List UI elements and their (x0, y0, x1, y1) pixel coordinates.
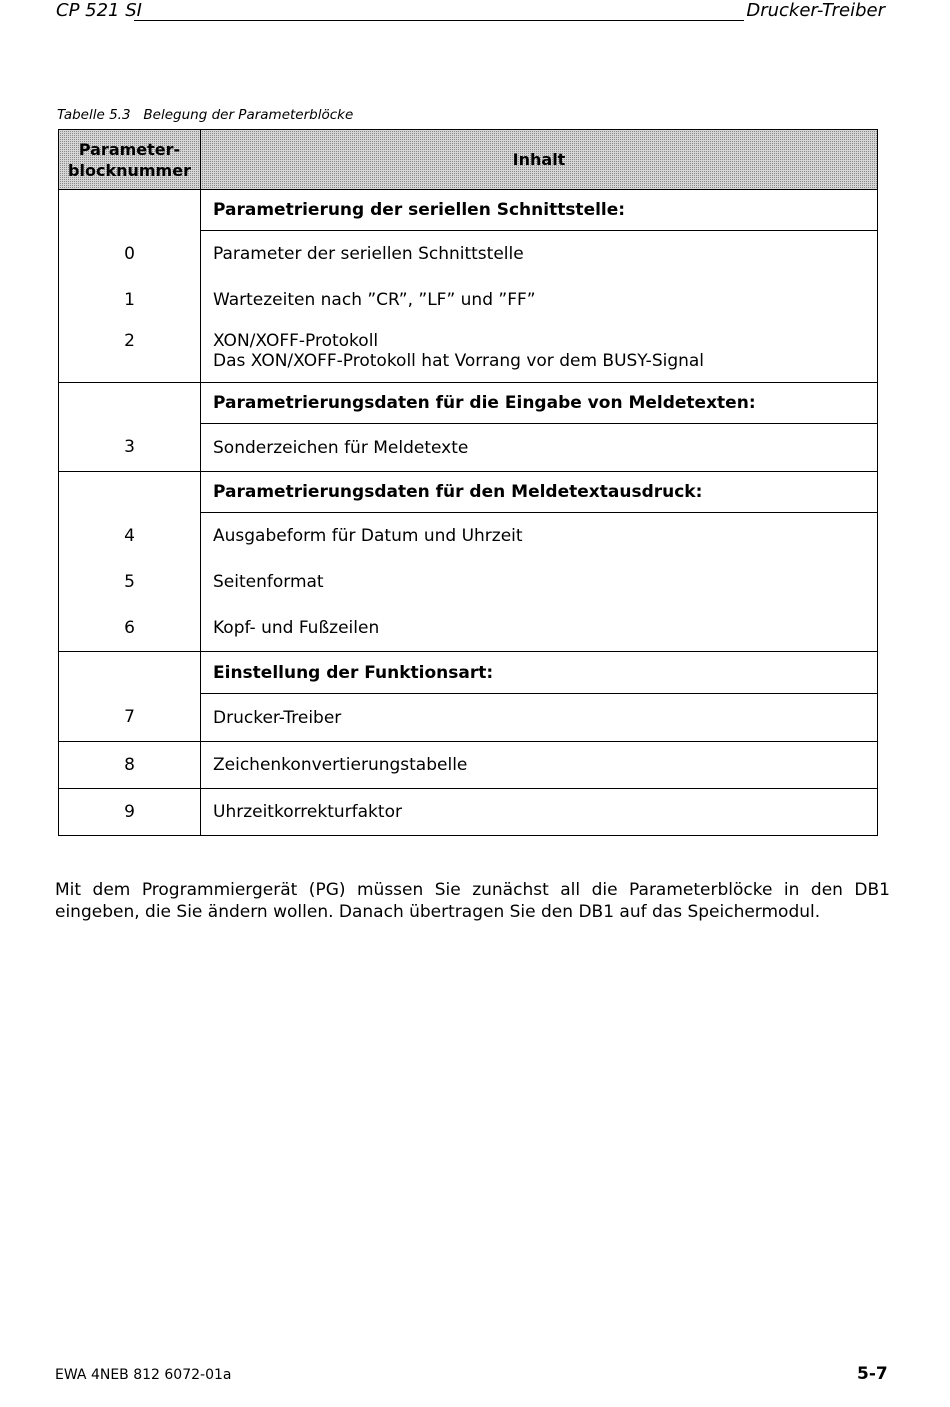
group-heading: Parametrierungsdaten für die Eingabe von Meldetexten: (201, 383, 878, 424)
block-number-cell (59, 652, 201, 694)
block-content-line1: XON/XOFF-Protokoll (213, 331, 379, 351)
table-row (59, 605, 878, 652)
block-number: 8 (59, 742, 201, 789)
group-heading: Parametrierung der seriellen Schnittstelle: (201, 190, 878, 231)
footer-document-number: EWA 4NEB 812 6072-01a (55, 1367, 232, 1383)
block-number: 3 (59, 424, 201, 472)
table-row (59, 652, 878, 694)
table-caption: Tabelle 5.3 Belegung der Parameterblöcke (57, 107, 354, 123)
footer-page-number: 5-7 (857, 1364, 888, 1384)
table-row (59, 472, 878, 513)
header-product: CP 521 SI (56, 0, 142, 21)
body-paragraph: Mit dem Programmiergerät (PG) müssen Sie zunächst all die Parameterblöcke in den DB1 eingeben, die Sie ändern wollen. Danach übertragen Sie den DB1 auf das Speichermodul. (55, 880, 890, 922)
parameter-table (58, 129, 878, 836)
block-content-line2: Das XON/XOFF-Protokoll hat Vorrang vor dem BUSY-Signal (213, 351, 705, 371)
table-row (59, 323, 878, 383)
block-number: 2 (59, 323, 201, 383)
block-number-cell (59, 190, 201, 231)
group-heading: Einstellung der Funktionsart: (201, 652, 878, 694)
page-header (56, 0, 885, 24)
table-row (59, 424, 878, 472)
table-row (59, 383, 878, 424)
col-header-blocknumber (59, 130, 201, 190)
block-content: Ausgabeform für Datum und Uhrzeit (201, 513, 878, 560)
table-row (59, 277, 878, 323)
block-content: Sonderzeichen für Meldetexte (201, 424, 878, 472)
block-number: 6 (59, 605, 201, 652)
block-number: 7 (59, 694, 201, 742)
header-chapter: Drucker-Treiber (746, 0, 885, 21)
block-content: Zeichenkonvertierungstabelle (201, 742, 878, 789)
block-content: Parameter der seriellen Schnittstelle (201, 231, 878, 278)
group-heading: Parametrierungsdaten für den Meldetextausdruck: (201, 472, 878, 513)
col-header-line2: blocknummer (68, 160, 191, 180)
block-content: Drucker-Treiber (201, 694, 878, 742)
block-number-cell (59, 472, 201, 513)
block-content: Kopf- und Fußzeilen (201, 605, 878, 652)
block-content: Seitenformat (201, 559, 878, 605)
block-number: 9 (59, 789, 201, 836)
block-content (201, 323, 878, 383)
block-number: 0 (59, 231, 201, 278)
table-header-row (59, 130, 878, 190)
block-number: 1 (59, 277, 201, 323)
block-content: Uhrzeitkorrekturfaktor (201, 789, 878, 836)
table-row (59, 513, 878, 560)
table-row (59, 789, 878, 836)
table-row (59, 694, 878, 742)
table-row (59, 742, 878, 789)
block-number-cell (59, 383, 201, 424)
col-header-line1: Parameter- (78, 139, 181, 159)
header-rule (134, 20, 744, 21)
col-header-content: Inhalt (201, 130, 878, 190)
table-row (59, 559, 878, 605)
table-row (59, 190, 878, 231)
block-number: 4 (59, 513, 201, 560)
table-row (59, 231, 878, 278)
block-number: 5 (59, 559, 201, 605)
block-content: Wartezeiten nach ”CR”, ”LF” und ”FF” (201, 277, 878, 323)
